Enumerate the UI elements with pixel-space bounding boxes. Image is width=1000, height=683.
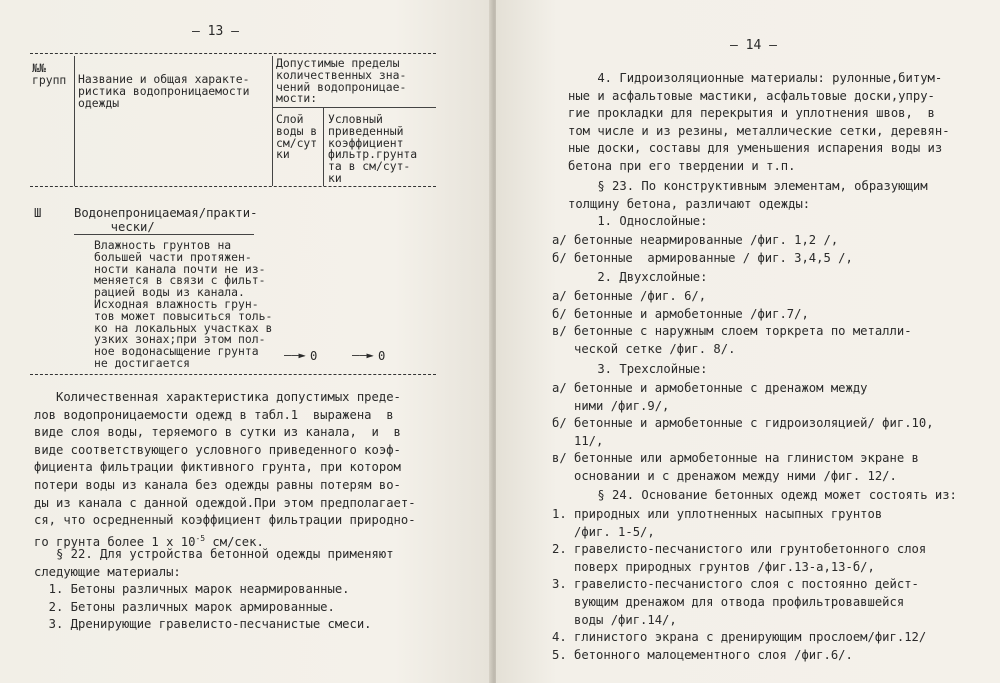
page-number: — 13 —	[192, 24, 239, 39]
arrow-icon: ——►	[352, 348, 374, 362]
left-page	[0, 0, 493, 683]
table-header-group-number: №№ групп	[32, 61, 67, 87]
table-header-water-layer: Слой воды в см/сут ки	[276, 112, 318, 162]
title-underline	[74, 234, 254, 235]
group-3-title: 3. Трехслойные:	[568, 362, 708, 376]
table-row-description: Влажность грунтов на большей части протяжен- ности канала почти не из- меняется в связи с фильт- рацией воды из канала. Исходная влажность грун- тов может повыситься толь- ко на локальных участках в узких зонах;при этом пол- ное водонасыщение грунта не достигается	[94, 238, 273, 370]
table-divider	[74, 56, 75, 186]
item-4-hydro-materials: 4. Гидроизоляционные материалы: рулонные,битум- ные и асфальтовые мастики, асфальтовые доски,упру- гие прокладки для перекрытия и уплотнения швов, в том числе и из резины, металлические сетки, деревян- ные доски, составы для уменьшения испарения воды из бетона при его твердении и т.п.	[568, 71, 950, 173]
table-header-coefficient: Условный приведенный коэффициент фильтр.грунта та в см/сут- ки	[328, 112, 418, 185]
table-header-limits: Допустимые пределы количественных зна- чений водопроницае- мости:	[276, 56, 407, 106]
group-3-items: а/ бетонные и армобетонные с дренажом между ними /фиг.9/, б/ бетонные и армобетонные с гидроизоляцией/ фиг.10, 11/, в/ бетонные или армобетонные на глинистом экране в основании и с дренажом между ними /фиг. 12/.	[552, 381, 934, 483]
table-divider	[323, 107, 324, 186]
arrow-icon: ——►	[284, 348, 306, 362]
page-number: — 14 —	[730, 38, 777, 53]
table-divider	[272, 56, 273, 186]
table-row-title: Водонепроницаемая/практи- чески/	[74, 206, 258, 234]
group-1-items: а/ бетонные неармированные /фиг. 1,2 /, б/ бетонные армированные / фиг. 3,4,5 /,	[552, 233, 853, 265]
paragraph-quantitative: Количественная характеристика допустимых преде- лов водопроницаемости одежд в табл.1 выражена в виде слоя воды, теряемого в сутки из канала, и в виде соответствующего условного приведенного коэф- фициента фильтрации фиктивного грунта, при котором потери воды из канала без одежды равны потерям во- ды из канала с данной одеждой.При этом предполагает- ся, что осредненный коэффициент фильтрации природно- го грунта более 1 х $10^{-5}$ см/сек.	[34, 390, 416, 549]
right-page	[496, 0, 1000, 683]
table-bottom-border	[30, 374, 436, 375]
section-24-items: 1. природных или уплотненных насыпных грунтов /фиг. 1-5/, 2. гравелисто-песчанистого или грунтобетонного слоя поверх природных грунтов /фиг.13-а,13-б/, 3. гравелисто-песчанистого слоя с постоянно дейст- вующим дренажом для отвода профильтровавшейся воды /фиг.14/, 4. глинистого экрана с дренирующим прослоем/фиг.12/ 5. бетонного малоцементного слоя /фиг.6/.	[552, 507, 927, 662]
table-value-coefficient: 0	[378, 349, 386, 363]
table-value-water-layer: 0	[310, 349, 318, 363]
group-2-title: 2. Двухслойные:	[568, 270, 708, 284]
table-header-border	[30, 186, 436, 187]
table-top-border	[30, 53, 436, 54]
section-24-intro: § 24. Основание бетонных одежд может состоять из:	[568, 488, 957, 502]
table-header-name: Название и общая характе- ристика водопроницаемости одежды	[78, 72, 250, 110]
table-subheader-line	[272, 107, 436, 108]
section-23-intro: § 23. По конструктивным элементам, образующим толщину бетона, различают одежды:	[568, 179, 928, 211]
section-22: § 22. Для устройства бетонной одежды применяют следующие материалы: 1. Бетоны различных марок неармированные. 2. Бетоны различных марок армированные. 3. Дренирующие гравелисто-песчанистые смеси.	[34, 547, 394, 632]
group-2-items: а/ бетонные /фиг. 6/, б/ бетонные и армобетонные /фиг.7/, в/ бетонные с наружным слоем торкрета по металли- ческой сетке /фиг. 8/.	[552, 289, 912, 356]
group-1-title: 1. Однослойные:	[568, 214, 708, 228]
table-row-group: Ш	[34, 206, 42, 220]
